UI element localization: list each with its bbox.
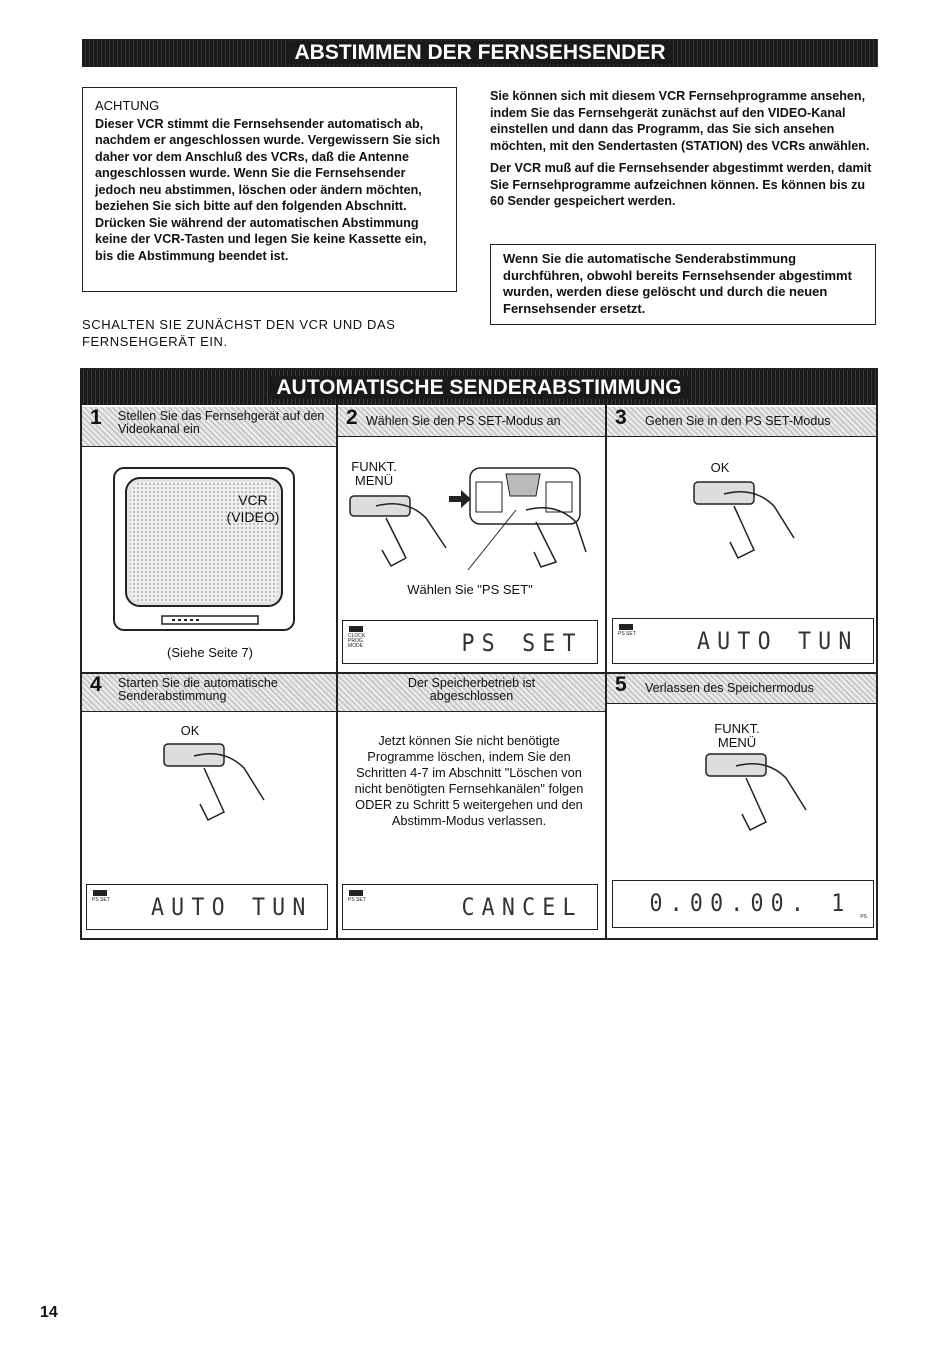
funkt-menu-label: FUNKT. MENÜ <box>351 459 397 488</box>
memory-display-indicators: PS SET <box>348 897 366 903</box>
step-1-header <box>82 407 336 447</box>
step-3-label: Gehen Sie in den PS SET-Modus <box>645 414 831 428</box>
intro-paragraph-2: Der VCR muß auf die Fernsehsender abgestimmt werden, damit Sie Fernsehprogramme aufzeichnen können. Es können bis zu 60 Sender gespeichert werden. <box>490 161 872 208</box>
memory-complete-label: Der Speicherbetrieb ist abgeschlossen <box>407 676 536 703</box>
intro-text <box>490 88 880 216</box>
step-3-display-text: AUTO TUN <box>697 627 859 655</box>
step-5-display-indicators: PS <box>860 914 867 920</box>
page-number: 14 <box>40 1304 58 1321</box>
memory-display-text: CANCEL <box>461 893 583 921</box>
step-2-header <box>338 407 605 437</box>
step-4-display-indicators: PS SET <box>92 897 110 903</box>
step-4-label: Starten Sie die automatische Senderabstimmung <box>118 676 278 703</box>
warning-heading: ACHTUNG <box>95 98 160 113</box>
step-2-caption: Wählen Sie "PS SET" <box>407 582 533 597</box>
memory-complete-header <box>338 674 605 712</box>
funkt-menu-label-step-5: FUNKT. MENÜ <box>714 721 760 750</box>
ok-label-step-3: OK <box>710 460 730 475</box>
memory-complete-body: Jetzt können Sie nicht benötigte Programme löschen, indem Sie den Schritten 4-7 im Abschnitt "Löschen von nicht benötigten Fernsehkanälen" folgen ODER zu Schritt 5 weitergehen und den Abstimm-Modus verlassen. <box>354 733 584 828</box>
step-2-label: Wählen Sie den PS SET-Modus an <box>366 414 561 428</box>
step-3-header <box>607 407 876 437</box>
note-box: Wenn Sie die automatische Senderabstimmung durchführen, obwohl bereits Fernsehsender abgestimmt wurden, werden diese gelöscht und durch die neuen Fernsehsender ersetzt. <box>490 244 876 325</box>
hand-press-ok-icon <box>690 478 800 568</box>
step-5-number: 5 <box>615 673 627 696</box>
step-3-display-tag <box>619 624 633 630</box>
step-2-number: 2 <box>346 406 358 429</box>
page-title-text: ABSTIMMEN DER FERNSEHSENDER <box>288 41 671 64</box>
warning-body: Dieser VCR stimmt die Fernsehsender automatisch ab, nachdem er angeschlossen wurde. Vergewissern Sie sich daher vor dem Anschluß des VCRs, daß die Antenne angeschlossen wurde. Wenn Sie die Fernsehsender jedoch neu abstimmen, löschen oder ändern möchten, beziehen Sie sich bitte auf den folgenden Abschnitt. Drücken Sie während der automatischen Abstimmung keine der VCR-Tasten und legen Sie keine Kassette ein, bis die Abstimmung beendet ist. <box>95 116 441 263</box>
hand-press-menu-icon <box>702 750 812 840</box>
step-5-display-text: 0.00.00. 1 <box>648 889 851 917</box>
step-1-caption: (Siehe Seite 7) <box>167 645 253 660</box>
step-4-display <box>86 884 328 930</box>
step-2-display <box>342 620 598 664</box>
step-1-number: 1 <box>90 406 102 429</box>
ok-label-step-4: OK <box>180 723 200 738</box>
step-2-display-indicators: CLOCK PROG. MODE <box>348 633 366 649</box>
hand-press-menu-icon <box>346 488 456 568</box>
step-4-display-tag <box>93 890 107 896</box>
step-2-display-tag <box>349 626 363 632</box>
step-4-header <box>82 674 336 712</box>
tv-screen-text: VCR (VIDEO) <box>226 492 280 525</box>
warning-box <box>82 87 457 292</box>
memory-complete-display <box>342 884 598 930</box>
cursor-pad-icon <box>466 462 596 572</box>
step-2-display-text: PS SET <box>461 629 583 657</box>
panel-title <box>80 370 878 405</box>
hand-press-ok-icon <box>160 740 270 830</box>
memory-display-tag <box>349 890 363 896</box>
step-3-number: 3 <box>615 406 627 429</box>
step-5-label: Verlassen des Speichermodus <box>645 681 814 695</box>
intro-paragraph-1: Sie können sich mit diesem VCR Fernsehprogramme ansehen, indem Sie das Fernsehgerät zunächst auf den VIDEO-Kanal einstellen und dann das Programm, das Sie sich ansehen möchten, mit den Sendertasten (STATION) des VCRs anwählen. <box>490 89 870 153</box>
step-4-display-text: AUTO TUN <box>151 893 313 921</box>
step-3-display <box>612 618 874 664</box>
step-3-display-indicators: PS SET <box>618 631 636 637</box>
step-1-label: Stellen Sie das Fernsehgerät auf den Videokanal ein <box>118 409 325 436</box>
step-5-display <box>612 880 874 928</box>
panel-title-text: AUTOMATISCHE SENDERABSTIMMUNG <box>270 376 687 399</box>
power-instruction: SCHALTEN SIE ZUNÄCHST DEN VCR UND DAS FERNSEHGERÄT EIN. <box>82 317 396 349</box>
step-4-number: 4 <box>90 673 102 696</box>
step-5-header <box>607 674 876 704</box>
page-title <box>82 39 878 67</box>
